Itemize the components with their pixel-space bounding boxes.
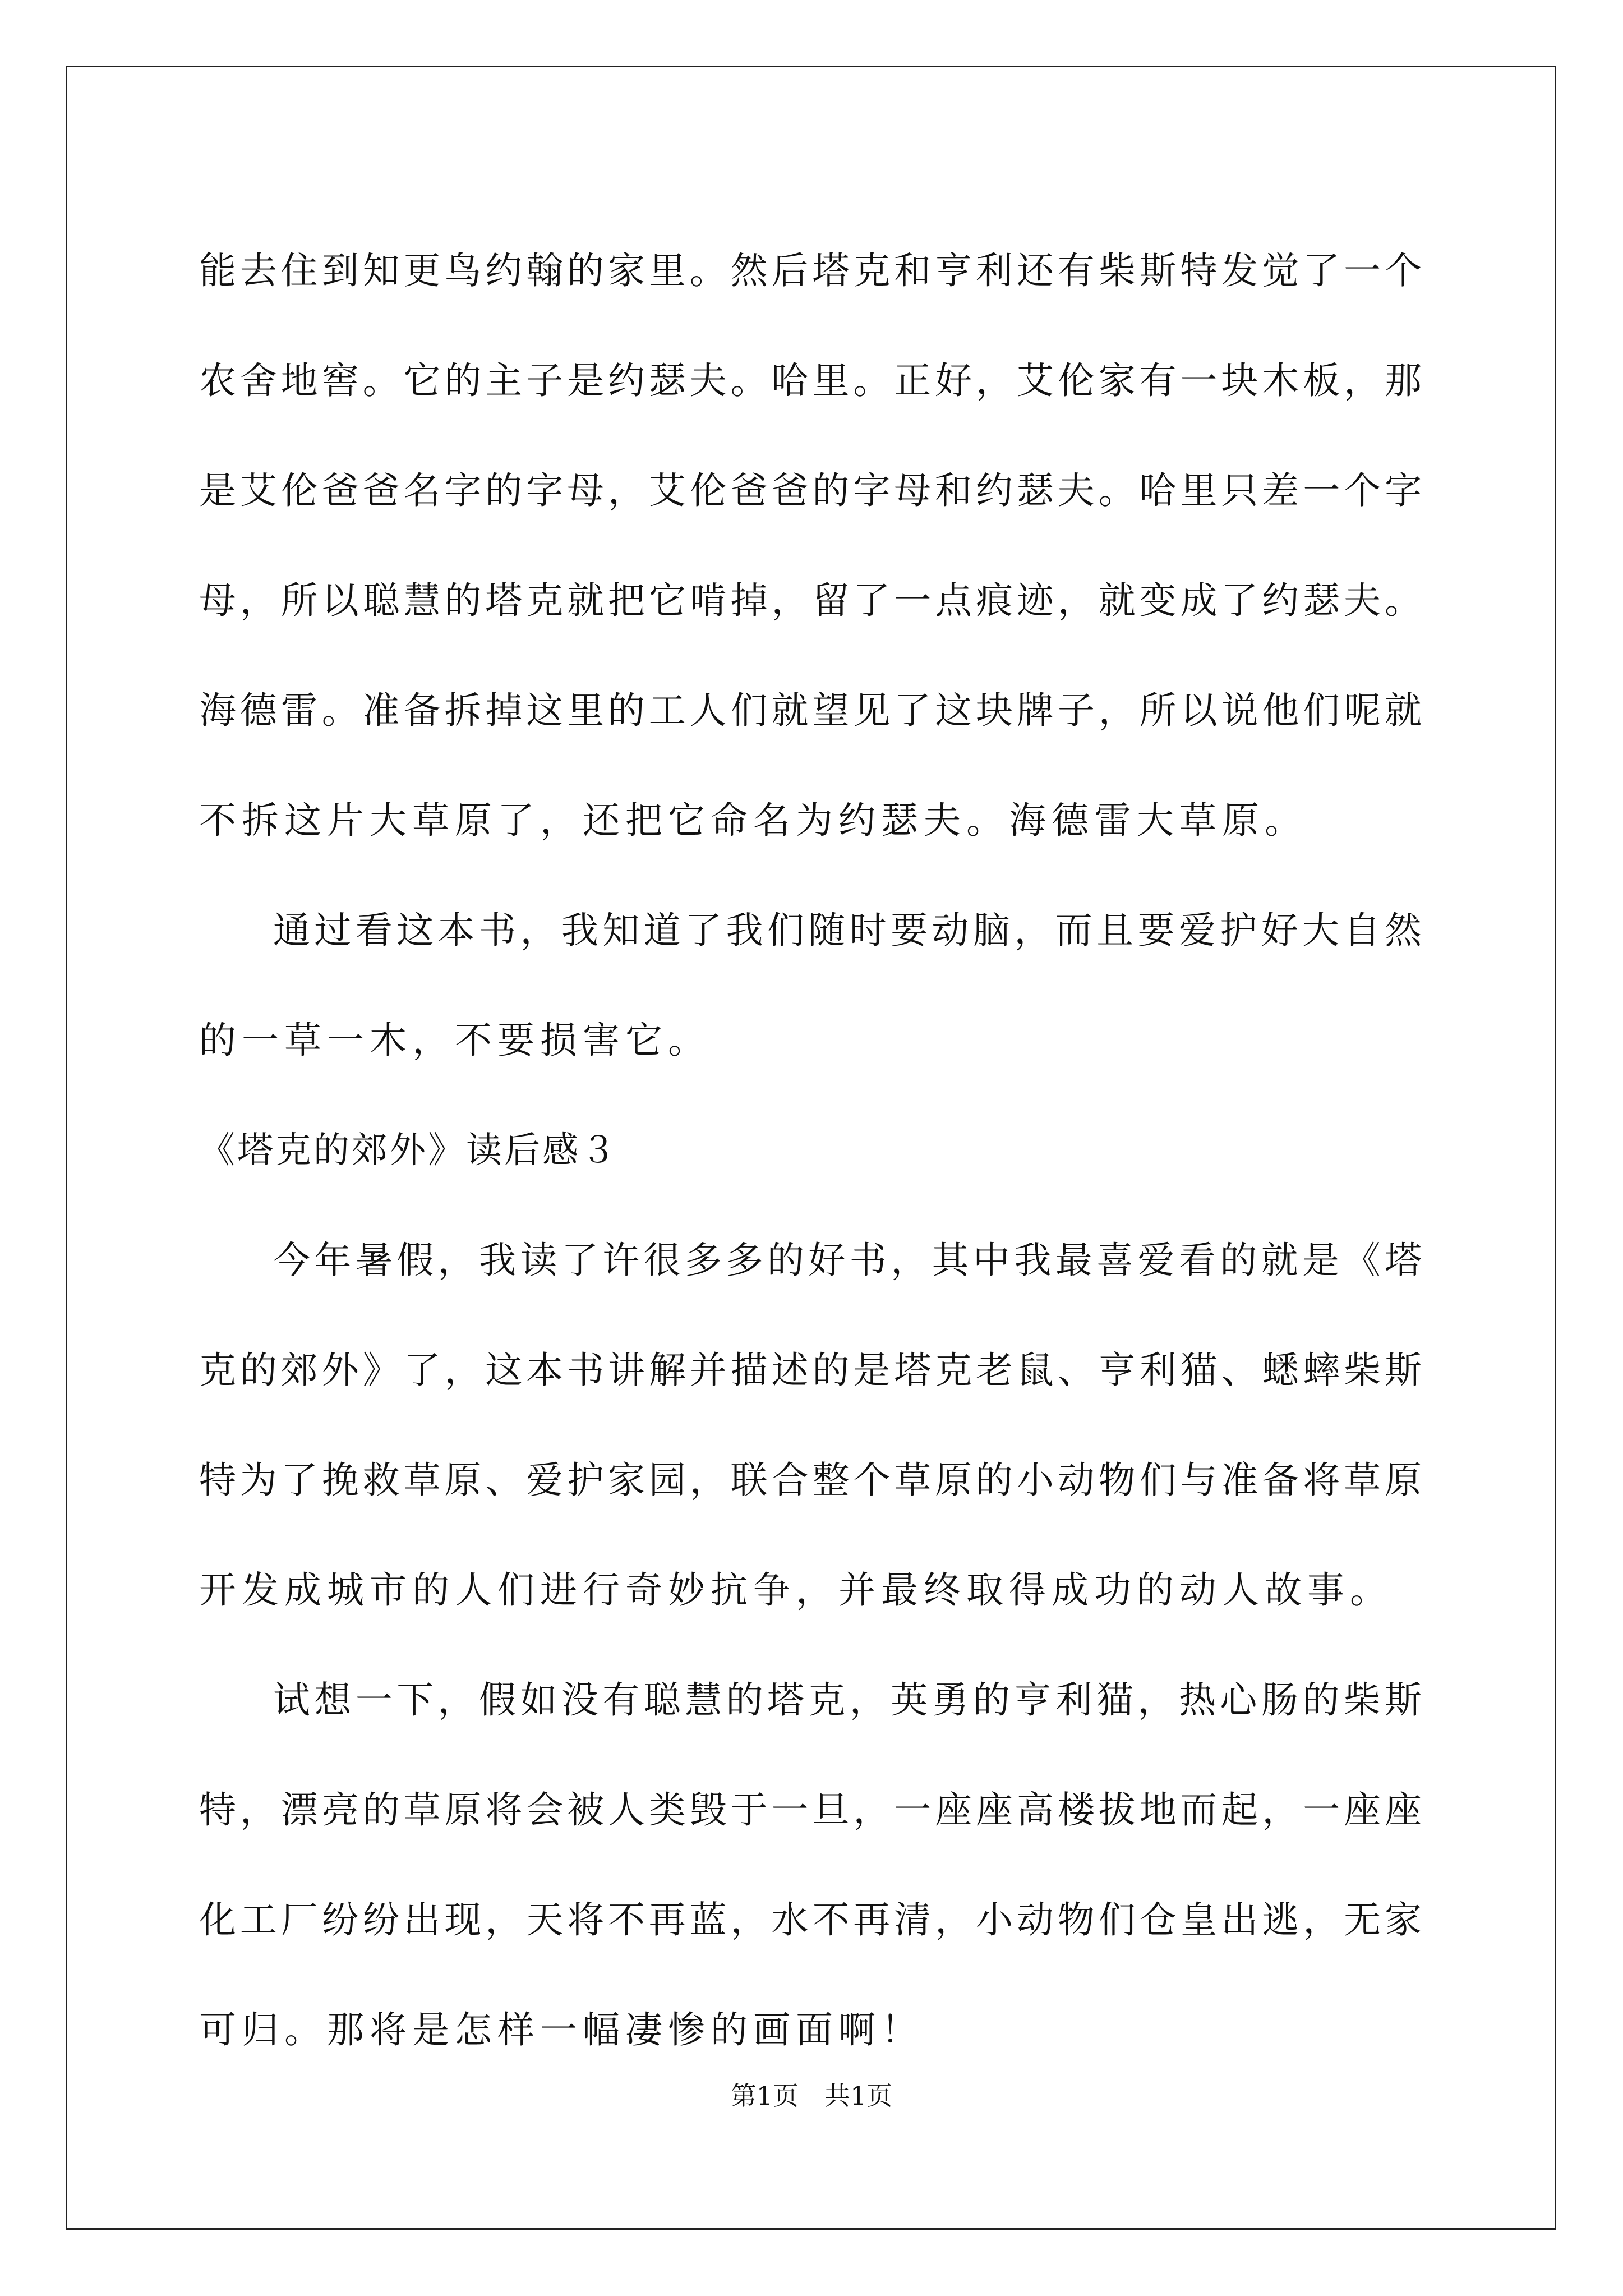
text-line: 的一草一木，不要损害它。: [199, 1019, 711, 1062]
text-line: 农舍地窖。它的主子是约瑟夫。哈里。正好，艾伦家有一块木板，那: [199, 359, 1422, 402]
section-heading: 《塔克的郊外》读后感３: [199, 1130, 619, 1171]
text-line: 不拆这片大草原了，还把它命名为约瑟夫。海德雷大草原。: [199, 799, 1307, 842]
paragraph-first-line: 试想一下，假如没有聪慧的塔克，英勇的亨利猫，热心肠的柴斯: [273, 1678, 1422, 1722]
text-line: 母，所以聪慧的塔克就把它啃掉，留了一点痕迹，就变成了约瑟夫。: [199, 579, 1422, 622]
text-line: 可归。那将是怎样一幅凄惨的画面啊！: [199, 2008, 924, 2051]
paragraph-first-line: 通过看这本书，我知道了我们随时要动脑，而且要爱护好大自然: [273, 909, 1422, 952]
text-line: 化工厂纷纷出现，天将不再蓝，水不再清，小动物们仓皇出逃，无家: [199, 1898, 1422, 1941]
text-line: 能去住到知更鸟约翰的家里。然后塔克和亨利还有柴斯特发觉了一个: [199, 249, 1422, 292]
page-footer: 第1页 共1页: [730, 2081, 893, 2111]
paragraph-first-line: 今年暑假，我读了许很多多的好书，其中我最喜爱看的就是《塔: [273, 1239, 1422, 1282]
text-line: 特，漂亮的草原将会被人类毁于一旦，一座座高楼拔地而起，一座座: [199, 1788, 1422, 1832]
text-line: 特为了挽救草原、爱护家园，联合整个草原的小动物们与准备将草原: [199, 1458, 1422, 1502]
text-line: 开发成城市的人们进行奇妙抗争，并最终取得成功的动人故事。: [199, 1568, 1393, 1612]
text-line: 是艾伦爸爸名字的字母，艾伦爸爸的字母和约瑟夫。哈里只差一个字: [199, 469, 1422, 512]
document-body: [199, 216, 1422, 2085]
text-line: 克的郊外》了，这本书讲解并描述的是塔克老鼠、亨利猫、蟋蟀柴斯: [199, 1349, 1422, 1392]
text-line: 海德雷。准备拆掉这里的工人们就望见了这块牌子，所以说他们呢就: [199, 689, 1422, 732]
